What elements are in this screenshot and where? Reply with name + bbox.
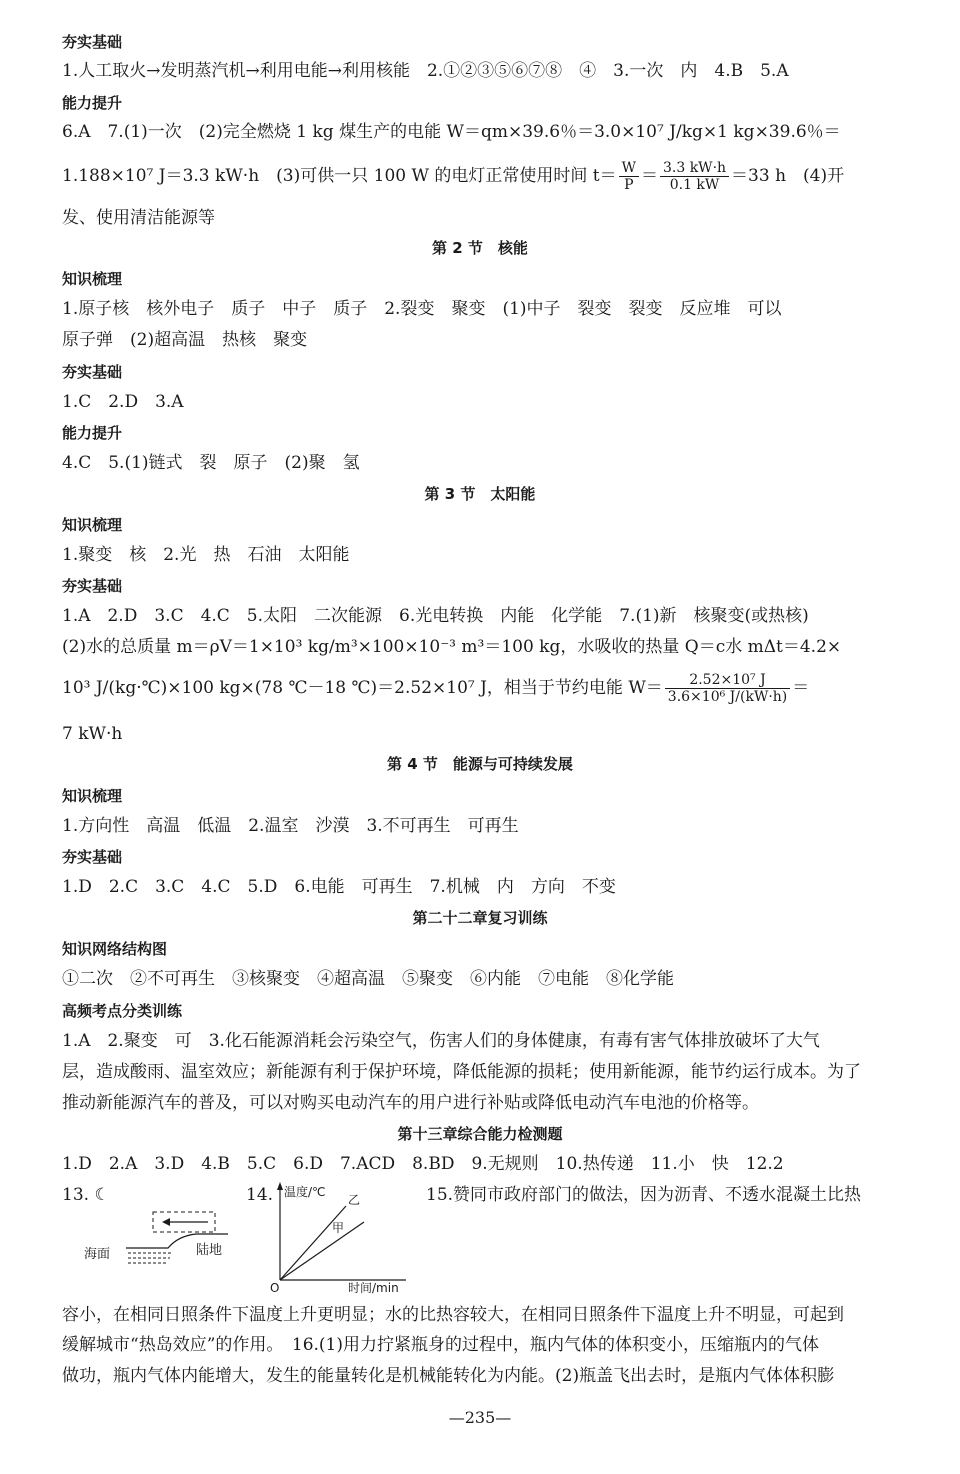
section-heading: 夯实基础 bbox=[62, 848, 123, 866]
answer-line: 4.C 5.(1)链式 裂 原子 (2)聚 氢 bbox=[62, 453, 360, 473]
origin-label: O bbox=[270, 1281, 280, 1295]
answer-line-with-fraction bbox=[62, 672, 898, 705]
answer-line: 7 kW·h bbox=[62, 724, 123, 744]
section-title: 第 4 节 能源与可持续发展 bbox=[387, 755, 573, 773]
section-heading: 夯实基础 bbox=[62, 577, 123, 595]
section-heading: 能力提升 bbox=[62, 424, 123, 442]
answer-line-with-fractions: 1.188×10⁷ J＝3.3 kW·h (3)可供一只 100 W 的电灯正常使用时间 t＝ $\frac{W}{P}$ ＝ $\frac{3.3 kW\cdot h}{0.1 kW}$ ＝33 h (4)开 bbox=[62, 160, 845, 193]
answer-text: ＝ bbox=[792, 678, 810, 698]
y-axis-label: 温度/℃ bbox=[284, 1185, 326, 1199]
temperature-time-graph bbox=[266, 1180, 416, 1295]
section-heading: 能力提升 bbox=[62, 94, 123, 112]
answer-line: 6.A 7.(1)一次 (2)完全燃烧 1 kg 煤生产的电能 W＝qm×39.6％＝3.0×10⁷ J/kg×1 kg×39.6％＝ bbox=[62, 122, 841, 142]
section-heading: 夯实基础 bbox=[62, 33, 123, 51]
answer-text: 1.188×10⁷ J＝3.3 kW·h (3)可供一只 100 W 的电灯正常使用时间 t＝ bbox=[62, 166, 617, 186]
section-title: 第 2 节 核能 bbox=[432, 239, 528, 257]
section-heading: 夯实基础 bbox=[62, 363, 123, 381]
line-yi bbox=[280, 1206, 346, 1280]
fraction: $\frac{W}{P}$ bbox=[619, 160, 639, 193]
sea-land-breeze-diagram bbox=[78, 1206, 248, 1276]
answer-text: ＝33 h (4)开 bbox=[731, 166, 845, 186]
section-heading: 知识梳理 bbox=[62, 270, 123, 288]
answer-line: 1.人工取火→发明蒸汽机→利用电能→利用核能 2.①②③⑤⑥⑦⑧ ④ 3.一次 内 4.B 5.A bbox=[62, 61, 789, 81]
answer-line: 1.D 2.C 3.C 4.C 5.D 6.电能 可再生 7.机械 内 方向 不变 bbox=[62, 877, 616, 897]
answer-text: 10³ J/(kg·℃)×100 kg×(78 ℃－18 ℃)＝2.52×10⁷ J，相当于节约电能 W＝ bbox=[62, 678, 663, 698]
q13-label: 13. ☾ bbox=[62, 1185, 110, 1205]
q14-label: 14. bbox=[246, 1185, 274, 1205]
answer-line: 发、使用清洁能源等 bbox=[62, 208, 215, 228]
answer-line: 层，造成酸雨、温室效应；新能源有利于保护环境，降低能源的损耗；使用新能源，能节约运行成本。为了 bbox=[62, 1062, 861, 1082]
section-heading: 知识梳理 bbox=[62, 787, 123, 805]
y-axis-arrow bbox=[277, 1182, 283, 1190]
answer-line: 做功，瓶内气体内能增大，发生的能量转化是机械能转化为内能。(2)瓶盖飞出去时，是瓶内气体体积膨 bbox=[62, 1366, 835, 1386]
arrow-head bbox=[162, 1218, 170, 1226]
line-jia bbox=[280, 1222, 364, 1280]
answer-line: 1.聚变 核 2.光 热 石油 太阳能 bbox=[62, 545, 350, 565]
answer-line: 1.A 2.D 3.C 4.C 5.太阳 二次能源 6.光电转换 内能 化学能 7.(1)新 核聚变(或热核) bbox=[62, 606, 809, 626]
answer-line: 容小，在相同日照条件下温度上升更明显；水的比热容较大，在相同日照条件下温度上升不明显，可起到 bbox=[62, 1305, 844, 1325]
answer-line: 缓解城市“热岛效应”的作用。 16.(1)用力拧紧瓶身的过程中，瓶内气体的体积变小，压缩瓶内的气体 bbox=[62, 1335, 819, 1355]
line-yi-label: 乙 bbox=[348, 1193, 361, 1207]
section-heading: 知识梳理 bbox=[62, 516, 123, 534]
x-axis-label: 时间/min bbox=[348, 1281, 399, 1295]
sea-label: 海面 bbox=[84, 1247, 111, 1262]
answer-line: 1.A 2.聚变 可 3.化石能源消耗会污染空气，伤害人们的身体健康，有毒有害气体排放破坏了大气 bbox=[62, 1031, 820, 1051]
land-label: 陆地 bbox=[196, 1243, 223, 1258]
answer-line: 1.原子核 核外电子 质子 中子 质子 2.裂变 聚变 (1)中子 裂变 裂变 反应堆 可以 bbox=[62, 299, 782, 319]
answer-line: ①二次 ②不可再生 ③核聚变 ④超高温 ⑤聚变 ⑥内能 ⑦电能 ⑧化学能 bbox=[62, 969, 674, 989]
fraction: $\frac{3.3 kW\cdot h}{0.1 kW}$ bbox=[660, 160, 729, 193]
section-heading: 知识网络结构图 bbox=[62, 940, 168, 958]
answer-line: 原子弹 (2)超高温 热核 聚变 bbox=[62, 330, 308, 350]
answer-line: (2)水的总质量 m＝ρV＝1×10³ kg/m³×100×10⁻³ m³＝100 kg，水吸收的热量 Q＝c水 mΔt＝4.2× bbox=[62, 637, 842, 657]
answer-line: 1.D 2.A 3.D 4.B 5.C 6.D 7.ACD 8.BD 9.无规则 10.热传递 11.小 快 12.2 bbox=[62, 1154, 784, 1174]
fraction: $\frac{\text{2.52×10⁷ J}}{\text{3.6×10⁶ J/(kW·h)}}$ bbox=[665, 672, 790, 705]
section-title: 第 3 节 太阳能 bbox=[424, 485, 536, 503]
section-title: 第二十二章复习训练 bbox=[412, 909, 548, 927]
section-heading: 高频考点分类训练 bbox=[62, 1002, 183, 1020]
answer-line: 1.C 2.D 3.A bbox=[62, 392, 184, 412]
page-number: —235— bbox=[448, 1408, 512, 1427]
answer-line: 1.方向性 高温 低温 2.温室 沙漠 3.不可再生 可再生 bbox=[62, 816, 519, 836]
answer-line: 15.赞同市政府部门的做法，因为沥青、不透水混凝土比热 bbox=[426, 1185, 862, 1205]
section-title: 第十三章综合能力检测题 bbox=[397, 1125, 563, 1143]
line-jia-label: 甲 bbox=[332, 1221, 345, 1235]
answer-line: 推动新能源汽车的普及，可以对购买电动汽车的用户进行补贴或降低电动汽车电池的价格等。 bbox=[62, 1093, 759, 1113]
